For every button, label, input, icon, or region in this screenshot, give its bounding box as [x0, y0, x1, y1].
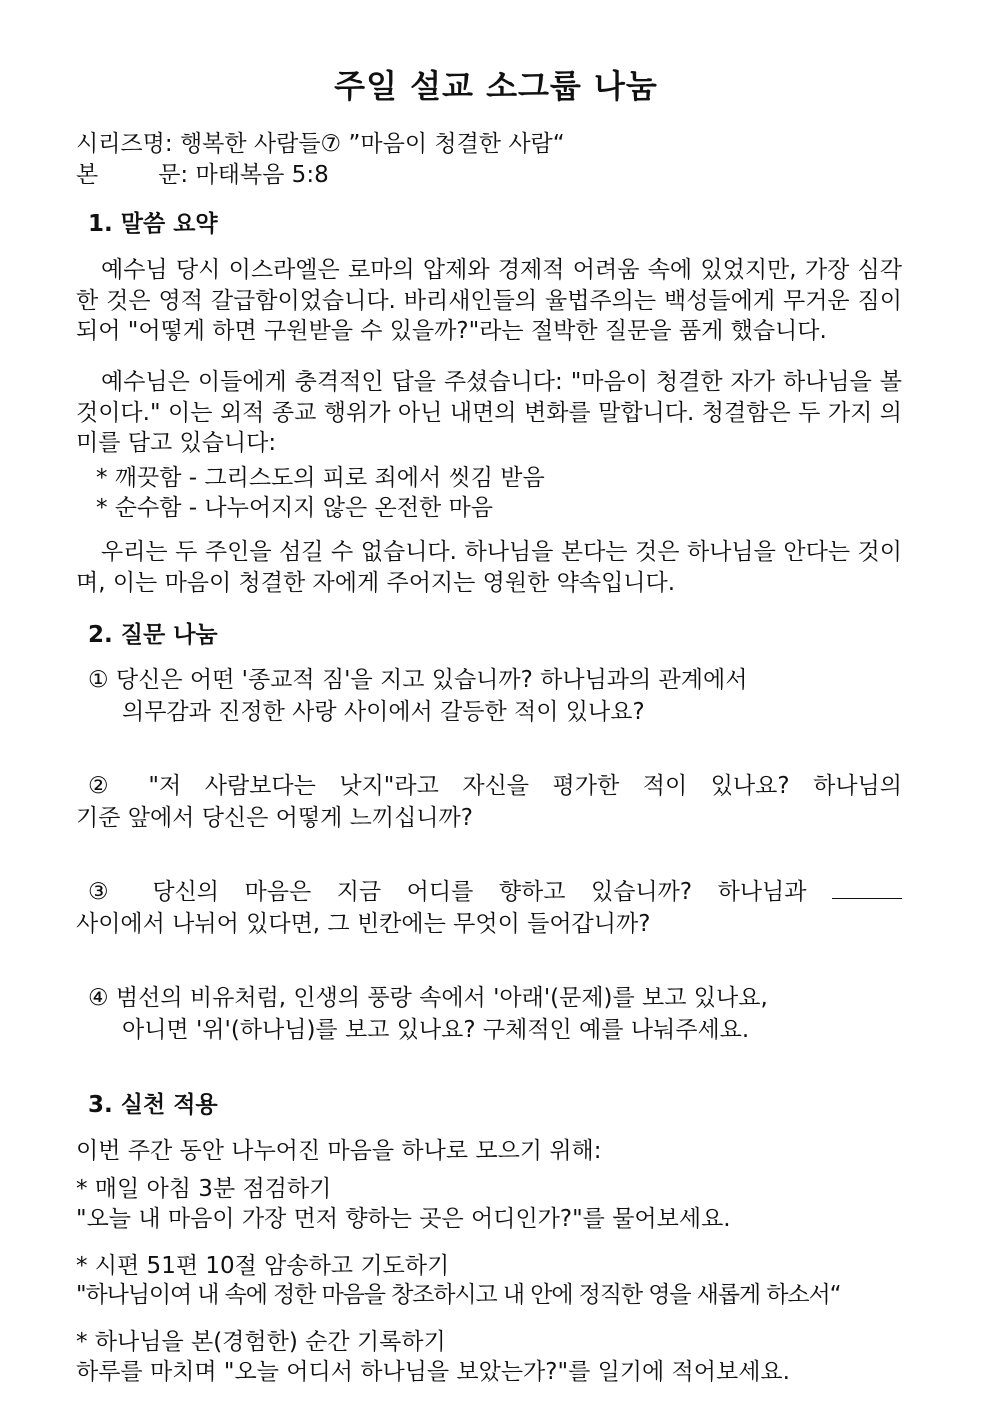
- bullet-item: * 순수함 - 나누어지지 않은 온전한 마음: [96, 495, 493, 521]
- answer-blank: [832, 880, 902, 899]
- section-heading-questions: 2. 질문 나눔: [88, 622, 218, 648]
- bullet-item: * 깨끗함 - 그리스도의 피로 죄에서 씻김 받음: [96, 465, 545, 491]
- question-3-line-2: 사이에서 나뉘어 있다면, 그 빈칸에는 무엇이 들어갑니까?: [76, 911, 651, 937]
- question-1-line-1: ① 당신은 어떤 '종교적 짐'을 지고 있습니까? 하나님과의 관계에서: [88, 667, 748, 693]
- page-title: 주일 설교 소그룹 나눔: [334, 67, 658, 105]
- application-item-3-text: 하루를 마치며 "오늘 어디서 하나님을 보았는가?"를 일기에 적어보세요.: [76, 1359, 790, 1385]
- series-label: 시리즈명:: [76, 131, 173, 157]
- question-4-line-2: 아니면 '위'(하나님)를 보고 있나요? 구체적인 예를 나눠주세요.: [122, 1017, 750, 1043]
- series-value: 행복한 사람들⑦ ”마음이 청결한 사람“: [179, 131, 565, 157]
- scripture-line: [76, 160, 329, 190]
- question-4-line-1: ④ 범선의 비유처럼, 인생의 풍랑 속에서 '아래'(문제)를 보고 있나요,: [88, 985, 768, 1011]
- question-1-line-2: 의무감과 진정한 사랑 사이에서 갈등한 적이 있나요?: [122, 699, 645, 725]
- section-heading-application: 3. 실천 적용: [88, 1092, 218, 1118]
- application-intro: 이번 주간 동안 나누어진 마음을 하나로 모으기 위해:: [76, 1138, 602, 1164]
- question-3: [76, 876, 902, 940]
- question-3-text: ③ 당신의 마음은 지금 어디를 향하고 있습니까? 하나님과: [88, 879, 807, 905]
- scripture-label-2: 문:: [158, 162, 189, 188]
- question-2: [76, 770, 902, 834]
- question-2-line-1: ② "저 사람보다는 낫지"라고 자신을 평가한 적이 있나요? 하나님의: [88, 773, 902, 799]
- summary-paragraph-2: 예수님은 이들에게 충격적인 답을 주셨습니다: "마음이 청결한 자가 하나님을 볼 것이다." 이는 외적 종교 행위가 아닌 내면의 변화를 말합니다. 청결함은 두 가지 의미를 담고 있습니다:: [76, 369, 902, 457]
- scripture-value: 마태복음 5:8: [195, 162, 329, 188]
- application-item-1-title: * 매일 아침 3분 점검하기: [76, 1176, 332, 1202]
- summary-paragraph-1: 예수님 당시 이스라엘은 로마의 압제와 경제적 어려움 속에 있었지만, 가장 심각한 것은 영적 갈급함이었습니다. 바리새인들의 율법주의는 백성들에게 무거운 짐이 되어 "어떻게 하면 구원받을 수 있을까?"라는 절박한 질문을 품게 했습니다.: [76, 257, 902, 345]
- application-item-1-text: "오늘 내 마음이 가장 먼저 향하는 곳은 어디인가?"를 물어보세요.: [76, 1206, 731, 1232]
- question-3-line-1: [76, 876, 902, 908]
- summary-paragraph-3: 우리는 두 주인을 섬길 수 없습니다. 하나님을 본다는 것은 하나님을 안다는 것이며, 이는 마음이 청결한 자에게 주어지는 영원한 약속입니다.: [76, 539, 902, 596]
- application-item-3-title: * 하나님을 본(경험한) 순간 기록하기: [76, 1329, 446, 1355]
- question-4: [88, 982, 768, 1046]
- application-item-2-title: * 시편 51편 10절 암송하고 기도하기: [76, 1253, 450, 1279]
- question-1: [88, 664, 747, 728]
- scripture-label-1: 본: [76, 162, 99, 188]
- section-heading-summary: 1. 말씀 요약: [88, 211, 218, 237]
- question-2-line-2: 기준 앞에서 당신은 어떻게 느끼십니까?: [76, 805, 473, 831]
- series-line: [76, 129, 565, 159]
- application-item-2-text: "하나님이여 내 속에 정한 마음을 창조하시고 내 안에 정직한 영을 새롭게 하소서“: [76, 1282, 841, 1308]
